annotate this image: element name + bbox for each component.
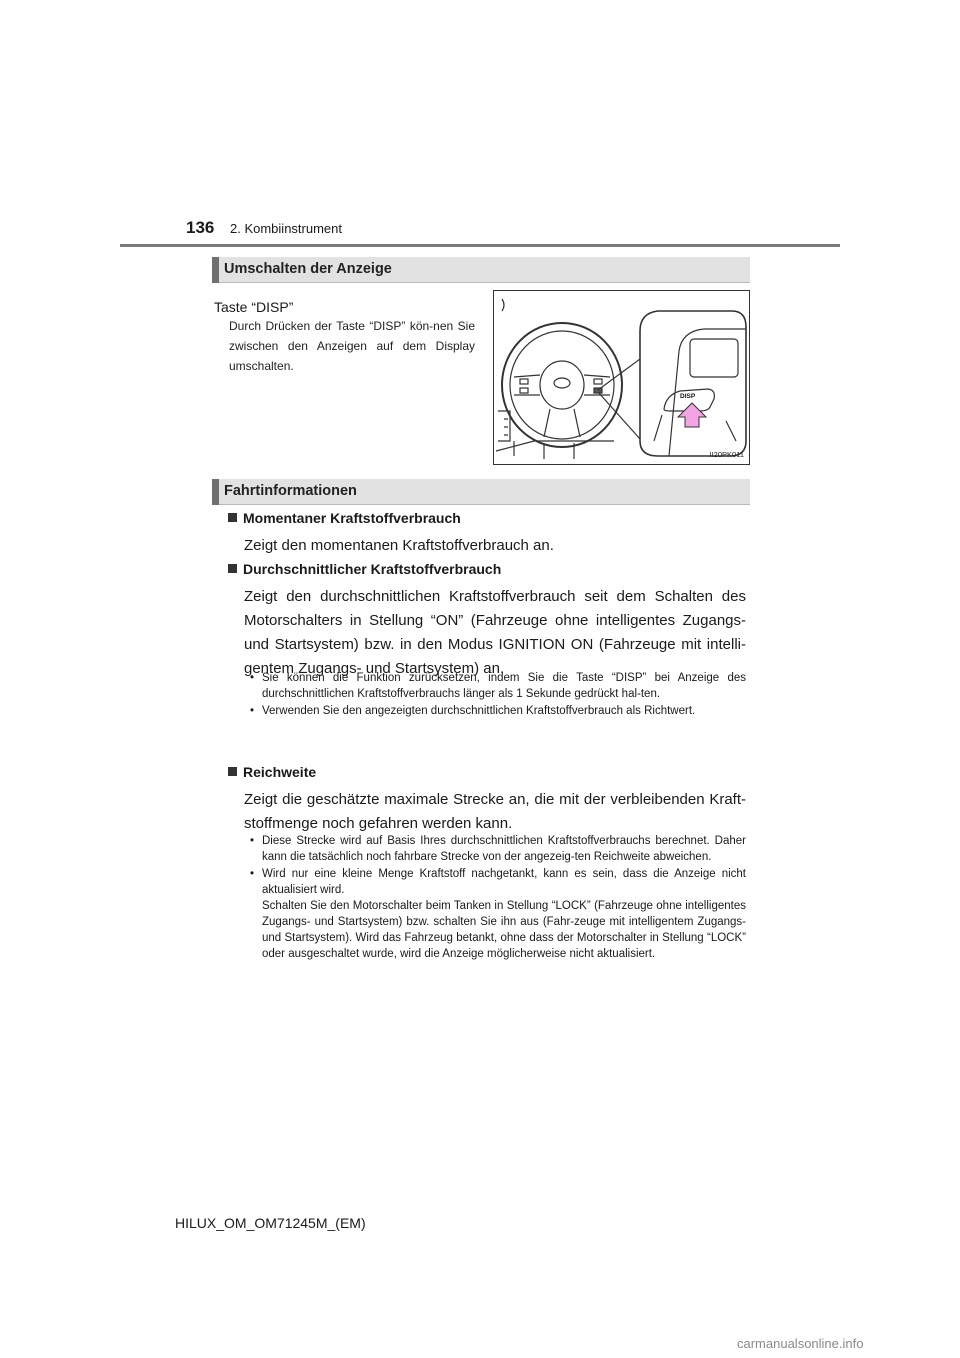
item-heading-text: Momentaner Kraftstoffverbrauch [243,510,461,526]
watermark: carmanualsonline.info [737,1336,864,1351]
item-heading-range [228,764,316,780]
item-body-range: Zeigt die geschätzte maximale Strecke an, die mit der verbleibenden Kraft-stoffmenge noch gefahren werden kann. [244,791,746,832]
disp-button-label: DISP [680,393,696,400]
note-item: • Sie können die Funktion zurücksetzen, indem Sie die Taste “DISP” bei Anzeige des durchschnittlichen Kraftstoffverbrauchs länger als 1 Sekunde gedrückt hal-ten. [244,670,746,702]
item-heading-text: Reichweite [243,764,317,780]
note-item: • Diese Strecke wird auf Basis Ihres durchschnittlichen Kraftstoffverbrauchs berechnet. Daher kann die tatsächlich noch fahrbare Strecke von der angezeig-ten Reichweite abweichen. [244,833,746,865]
note-continuation: Schalten Sie den Motorschalter beim Tanken in Stellung “LOCK” (Fahrzeuge ohne intelligentes Zugangs- und Startsystem) bzw. schalten Sie ihn aus (Fahr-zeuge mit intelligentem Zugangs- und Startsystem). Wird das Fahrzeug betankt, ohne dass der Motorschalter in Stellung “LOCK” oder ausgeschaltet wurde, wird die Anzeige möglicherweise nicht aktualisiert. [262,900,746,960]
item-heading-average-consumption [228,561,501,577]
disp-button-title: Taste “DISP” [214,299,294,315]
square-bullet-icon [228,564,237,573]
item-body-average-consumption: Zeigt den durchschnittlichen Kraftstoffverbrauch seit dem Schalten des Motorschalters in Stellung “ON” (Fahrzeuge ohne intelligentes Zugangs- und Startsystem) bzw. in den Modus IGNITION ON (Fahrzeuge mit intelli-gentem Zugangs- und Startsystem) an. [244,588,746,677]
section-heading-bar [212,257,219,283]
header-rule [120,244,840,247]
item-body-current-consumption: Zeigt den momentanen Kraftstoffverbrauch an. [244,537,554,554]
steering-wheel-drawing [494,291,750,465]
note-item: • Verwenden Sie den angezeigten durchschnittlichen Kraftstoffverbrauch als Richtwert. [244,703,746,719]
chapter-title: 2. Kombiinstrument [230,221,342,236]
disp-button-description: Durch Drücken der Taste “DISP” kön-nen Sie zwischen den Anzeigen auf dem Display umschalten. [229,319,475,373]
section-heading-bar [212,479,219,505]
section-heading-drive-info [212,479,750,505]
item-heading-current-consumption [228,510,461,526]
note-item [244,866,746,962]
section-heading-label: Umschalten der Anzeige [224,261,392,277]
page-number: 136 [186,218,215,237]
item-heading-text: Durchschnittlicher Kraftstoffverbrauch [243,561,502,577]
square-bullet-icon [228,513,237,522]
document-id: HILUX_OM_OM71245M_(EM) [175,1215,366,1231]
section-heading-display-switch [212,257,750,283]
section-heading-label: Fahrtinformationen [224,483,357,499]
figure-code: II20PK011 [709,450,744,459]
note-text: Wird nur eine kleine Menge Kraftstoff nachgetankt, kann es sein, dass die Anzeige nicht aktualisiert wird. [262,868,746,896]
square-bullet-icon [228,767,237,776]
notes-average-consumption [244,670,746,720]
steering-wheel-illustration [493,290,750,465]
notes-range [244,833,746,963]
